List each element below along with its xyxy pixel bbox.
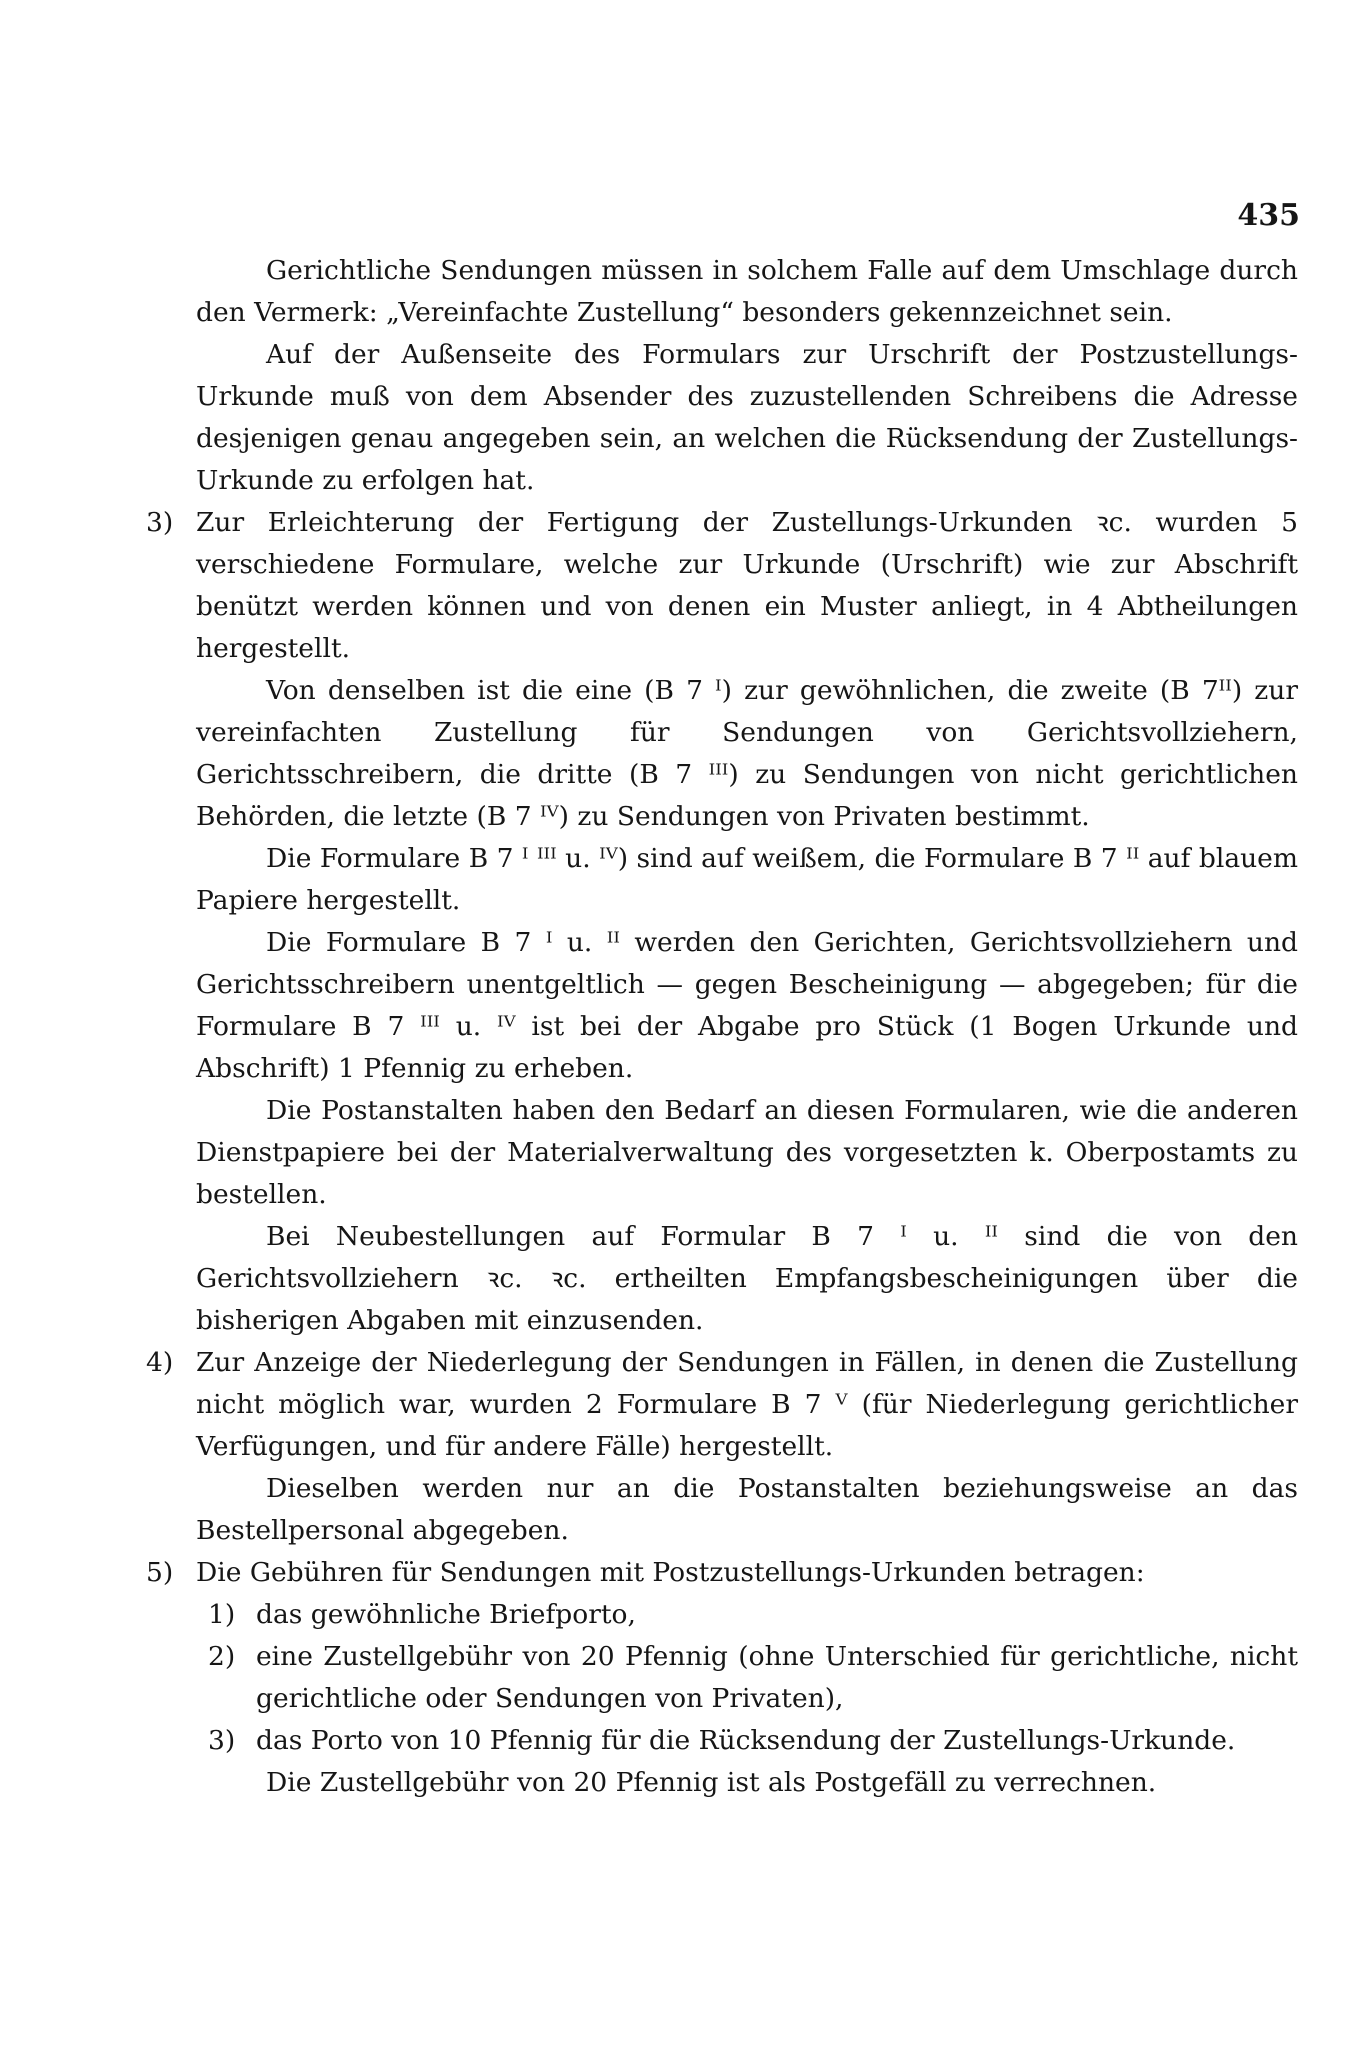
paragraph: Die Formulare B 7 ᴵ u. ᴵᴵ werden den Gerichten, Gerichtsvollziehern und Gerichtsschreibern unentgeltlich — gegen Bescheinigung — abgegeben; für die Formulare B 7 ᴵᴵᴵ u. ᴵⱽ ist bei der Abgabe pro Stück (1 Bogen Urkunde und Abschrift) 1 Pfennig zu erheben. — [196, 927, 1298, 1084]
section-number: 5) — [146, 1557, 174, 1588]
section-first-paragraph: Zur Erleichterung der Fertigung der Zustellungs-Urkunden ꝛc. wurden 5 verschiedene Formulare, welche zur Urkunde (Urschrift) wie zur Abschrift benützt werden können und von denen ein Muster anliegt, in 4 Abtheilungen hergestellt. — [196, 507, 1298, 664]
page-number: 435 — [1237, 198, 1300, 233]
fee-list — [196, 1594, 1298, 1762]
section-number: 4) — [146, 1347, 174, 1378]
section-first-paragraph: Zur Anzeige der Niederlegung der Sendungen in Fällen, in denen die Zustellung nicht möglich war, wurden 2 Formulare B 7 ⱽ (für Niederlegung gerichtlicher Verfügungen, und für andere Fälle) hergestellt. — [196, 1347, 1298, 1462]
paragraph: Bei Neubestellungen auf Formular B 7 ᴵ u. ᴵᴵ sind die von den Gerichtsvollziehern ꝛc. ꝛc. ertheilten Empfangsbescheinigungen über die bisherigen Abgaben mit einzusenden. — [196, 1221, 1298, 1336]
section-5 — [146, 1552, 1298, 1804]
list-item — [208, 1636, 1298, 1720]
paragraph: Von denselben ist die eine (B 7 ᴵ) zur gewöhnlichen, die zweite (B 7ᴵᴵ) zur vereinfachten Zustellung für Sendungen von Gerichtsvollziehern, Gerichtsschreibern, die dritte (B 7 ᴵᴵᴵ) zu Sendungen von nicht gerichtlichen Behörden, die letzte (B 7 ᴵⱽ) zu Sendungen von Privaten bestimmt. — [196, 675, 1298, 832]
list-item-number: 1) — [208, 1599, 236, 1630]
section-3 — [146, 502, 1298, 1342]
body-text — [146, 250, 1298, 1804]
list-item — [208, 1720, 1298, 1762]
list-item-number: 3) — [208, 1725, 236, 1756]
closing-paragraph: Die Zustellgebühr von 20 Pfennig ist als Postgefäll zu verrechnen. — [266, 1767, 1157, 1798]
list-item — [208, 1594, 1298, 1636]
paragraph: Auf der Außenseite des Formulars zur Urschrift der Postzustellungs-Urkunde muß von dem Absender des zuzustellenden Schreibens die Adresse desjenigen genau angegeben sein, an welchen die Rücksendung der Zustellungs-Urkunde zu erfolgen hat. — [196, 339, 1298, 496]
section-first-paragraph: Die Gebühren für Sendungen mit Postzustellungs-Urkunden betragen: — [196, 1557, 1145, 1588]
paragraph: Die Postanstalten haben den Bedarf an diesen Formularen, wie die anderen Dienstpapiere bei der Materialverwaltung des vorgesetzten k. Oberpostamts zu bestellen. — [196, 1095, 1298, 1210]
list-item-text: eine Zustellgebühr von 20 Pfennig (ohne Unterschied für gerichtliche, nicht gerichtliche oder Sendungen von Privaten), — [256, 1641, 1298, 1714]
list-item-text: das gewöhnliche Briefporto, — [256, 1599, 636, 1630]
list-item-number: 2) — [208, 1641, 236, 1672]
section-number: 3) — [146, 507, 174, 538]
paragraph: Gerichtliche Sendungen müssen in solchem Falle auf dem Umschlage durch den Vermerk: „Vereinfachte Zustellung“ besonders gekennzeichnet sein. — [196, 255, 1298, 328]
section-4 — [146, 1342, 1298, 1552]
list-item-text: das Porto von 10 Pfennig für die Rücksendung der Zustellungs-Urkunde. — [256, 1725, 1236, 1756]
paragraph: Die Formulare B 7 ᴵ ᴵᴵᴵ u. ᴵⱽ) sind auf weißem, die Formulare B 7 ᴵᴵ auf blauem Papiere hergestellt. — [196, 843, 1298, 916]
paragraph: Dieselben werden nur an die Postanstalten beziehungsweise an das Bestellpersonal abgegeben. — [196, 1473, 1298, 1546]
